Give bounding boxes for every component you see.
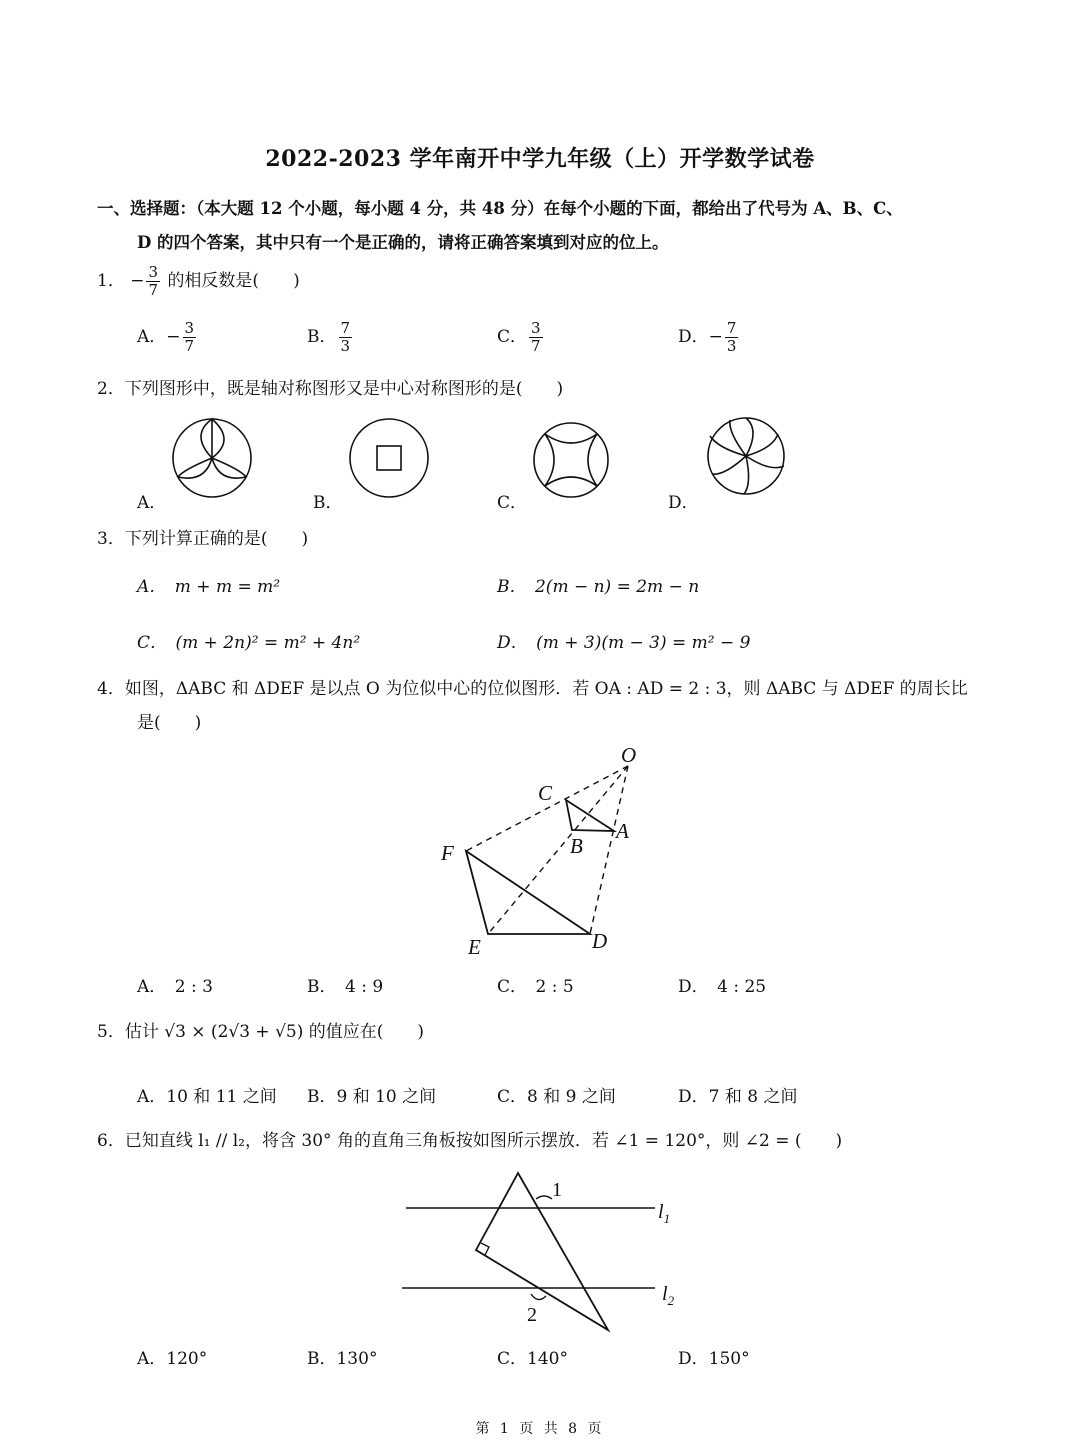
q2-option-b[interactable]: B． xyxy=(313,493,343,513)
label-e: E xyxy=(468,935,481,959)
q4-option-a[interactable]: A． 2 : 3 xyxy=(137,977,213,997)
q5-option-c[interactable]: C．8 和 9 之间 xyxy=(497,1087,616,1107)
section-line-1: 一、选择题：（本大题 12 个小题，每小题 4 分，共 48 分）在每个小题的下面，都给出了代号为 A、B、C、 xyxy=(97,199,903,218)
q1-fraction: $\frac{3}{7}$ xyxy=(148,263,159,299)
question-number: 1． xyxy=(97,271,125,291)
q3-option-d[interactable]: D． (m + 3)(m − 3) = m² − 9 xyxy=(497,633,751,653)
question-number: 4． xyxy=(97,679,125,699)
label-l2: $l_2$ xyxy=(662,1283,675,1308)
angle-1-arc xyxy=(536,1196,552,1199)
label-b: B xyxy=(570,834,583,858)
q6-option-c[interactable]: C．140° xyxy=(497,1349,568,1369)
label-angle-1: 1 xyxy=(552,1179,562,1201)
question-number: 3． xyxy=(97,529,125,549)
q5-option-b[interactable]: B．9 和 10 之间 xyxy=(307,1087,437,1107)
page-title: 2022-2023 学年南开中学九年级（上）开学数学试卷 xyxy=(265,146,815,172)
question-number: 2． xyxy=(97,379,125,399)
question-text: 估计 √3 × (2√3 + √5) 的值应在( ) xyxy=(124,1022,425,1042)
q1-option-a[interactable]: A．− $\frac{3}{7}$ xyxy=(137,319,195,355)
page-footer: 第 1 页 共 8 页 xyxy=(475,1421,605,1437)
q1-sign: − xyxy=(130,271,145,291)
q3-option-c[interactable]: C． (m + 2n)² = m² + 4n² xyxy=(137,633,361,653)
question-text: 下列计算正确的是( ) xyxy=(124,529,309,549)
q1-option-c[interactable]: C． $\frac{3}{7}$ xyxy=(497,319,541,355)
label-d: D xyxy=(592,929,608,953)
q1-option-d[interactable]: D．− $\frac{7}{3}$ xyxy=(678,319,737,355)
q6-option-a[interactable]: A．120° xyxy=(137,1349,208,1369)
question-4-line-2: 是( ) xyxy=(137,713,202,733)
label-a: A xyxy=(616,819,629,843)
q4-option-d[interactable]: D． 4 : 25 xyxy=(678,977,767,997)
q5-option-d[interactable]: D．7 和 8 之间 xyxy=(678,1087,798,1107)
question-number: 5． xyxy=(97,1022,125,1042)
section-line-2: D 的四个答案，其中只有一个是正确的，请将正确答案填到对应的位上。 xyxy=(137,233,669,252)
label-f: F xyxy=(441,841,454,865)
label-o: O xyxy=(621,743,637,767)
q6-option-b[interactable]: B．130° xyxy=(307,1349,378,1369)
q2-option-d[interactable]: D． xyxy=(668,493,699,513)
question-text: 已知直线 l₁ // l₂，将含 30° 角的直角三角板按如图所示摆放．若 ∠1 = 120°，则 ∠2 = ( ) xyxy=(124,1131,843,1151)
q2-option-a[interactable]: A． xyxy=(137,493,167,513)
q4-option-c[interactable]: C． 2 : 5 xyxy=(497,977,574,997)
q3-option-a[interactable]: A． m + m = m² xyxy=(137,577,281,597)
question-text: 的相反数是( ) xyxy=(167,271,300,291)
q1-option-b[interactable]: B． $\frac{7}{3}$ xyxy=(307,319,351,355)
label-c: C xyxy=(538,781,553,805)
label-angle-2: 2 xyxy=(527,1304,537,1326)
question-text: 下列图形中，既是轴对称图形又是中心对称图形的是( ) xyxy=(124,379,564,399)
question-number: 6． xyxy=(97,1131,125,1151)
label-l1: $l_1$ xyxy=(658,1201,671,1226)
angle-2-arc xyxy=(531,1294,546,1300)
q5-option-a[interactable]: A．10 和 11 之间 xyxy=(137,1087,277,1107)
question-text-line-1: 如图，ΔABC 和 ΔDEF 是以点 O 为位似中心的位似图形．若 OA : AD = 2 : 3，则 ΔABC 与 ΔDEF 的周长比 xyxy=(124,679,968,699)
q2-option-c[interactable]: C． xyxy=(497,493,528,513)
q3-option-b[interactable]: B． 2(m − n) = 2m − n xyxy=(497,577,700,597)
q6-option-d[interactable]: D．150° xyxy=(678,1349,750,1369)
q4-option-b[interactable]: B． 4 : 9 xyxy=(307,977,384,997)
